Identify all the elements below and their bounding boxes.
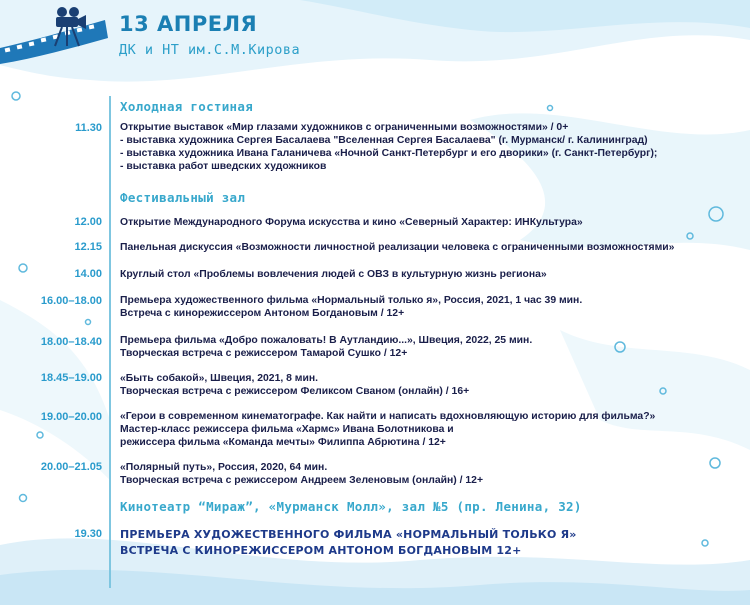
event-line: «Быть собакой», Швеция, 2021, 8 мин. [120,373,319,384]
event-line: Открытие Международного Форума искусства и кино «Северный Характер: ИНКультура» [120,217,583,228]
event-line: Мастер-класс режиссера фильма «Хармс» Ивана Болотникова и [120,424,454,435]
event-exhibitions [120,121,732,173]
time-e5: 16.00–18.00 [40,295,102,307]
event-line: Круглый стол «Проблемы вовлечения людей с ОВЗ в культурную жизнь региона» [120,269,547,280]
event-line: Творческая встреча с режиссером Тамарой Сушко / 12+ [120,348,408,359]
time-e4: 14.00 [74,268,102,280]
event-be-a-dog [120,372,732,398]
event-line: «Герои в современном кинематографе. Как найти и написать вдохновляющую историю для фильма?» [120,411,656,422]
section-festival-hall: Фестивальный зал [120,190,246,205]
event-line: Творческая встреча с режиссером Феликсом Сваном (онлайн) / 16+ [120,386,470,397]
time-e1: 11.30 [75,122,102,134]
event-forum-opening [120,216,732,229]
event-premiere-normal [120,294,732,320]
event-line: Премьера художественного фильма «Нормальный только я», Россия, 2021, 1 час 39 мин. [120,295,583,306]
event-round-table [120,268,732,281]
event-premiere-autlandia [120,334,732,360]
event-line: - выставка художника Ивана Галаничева «Ночной Санкт-Петербург и его дворики» (г. Санкт-Петербург); [120,148,658,159]
event-date: 13 АПРЕЛЯ [119,12,258,36]
time-e9: 20.00–21.05 [40,461,102,473]
time-e6: 18.00–18.40 [40,336,102,348]
time-e8: 19.00–20.00 [40,411,102,423]
section-cold-lounge: Холодная гостиная [120,99,254,114]
event-line: «Полярный путь», Россия, 2020, 64 мин. [120,462,328,473]
event-line: режиссера фильма «Команда мечты» Филиппа Абрютина / 12+ [120,437,446,448]
event-polar-way [120,461,732,487]
event-line: - выставка художника Сергея Басалаева "Вселенная Сергея Басалаева" (г. Мурманск/ г. Калининград) [120,135,648,146]
event-cinema-premiere [120,527,732,559]
time-e2: 12.00 [74,216,102,228]
event-line: - выставка работ шведских художников [120,161,327,172]
event-panel-discussion [120,241,732,254]
event-line: ВСТРЕЧА С КИНОРЕЖИССЕРОМ АНТОНОМ БОГДАНОВЫМ 12+ [120,544,522,557]
time-e10: 19.30 [74,528,102,540]
time-e3: 12.15 [74,241,102,253]
event-line: Премьера фильма «Добро пожаловать! В Аутландию...», Швеция, 2022, 25 мин. [120,335,533,346]
section-cinema: Кинотеатр “Мираж”, «Мурманск Молл», зал №5 (пр. Ленина, 32) [120,499,582,514]
event-line: ПРЕМЬЕРА ХУДОЖЕСТВЕННОГО ФИЛЬМА «НОРМАЛЬНЫЙ ТОЛЬКО Я» [120,528,577,541]
event-line: Творческая встреча с режиссером Андреем Зеленовым (онлайн) / 12+ [120,475,484,486]
event-line: Встреча с кинорежиссером Антоном Богдановым / 12+ [120,308,405,319]
event-masterclass [120,410,732,449]
event-line: Панельная дискуссия «Возможности личностной реализации человека с ограниченными возможностями» [120,242,675,253]
venue-name: ДК и НТ им.С.М.Кирова [119,42,301,58]
event-line: Открытие выставок «Мир глазами художников с ограниченными возможностями» / 0+ [120,122,569,133]
time-e7: 18.45–19.00 [40,372,102,384]
